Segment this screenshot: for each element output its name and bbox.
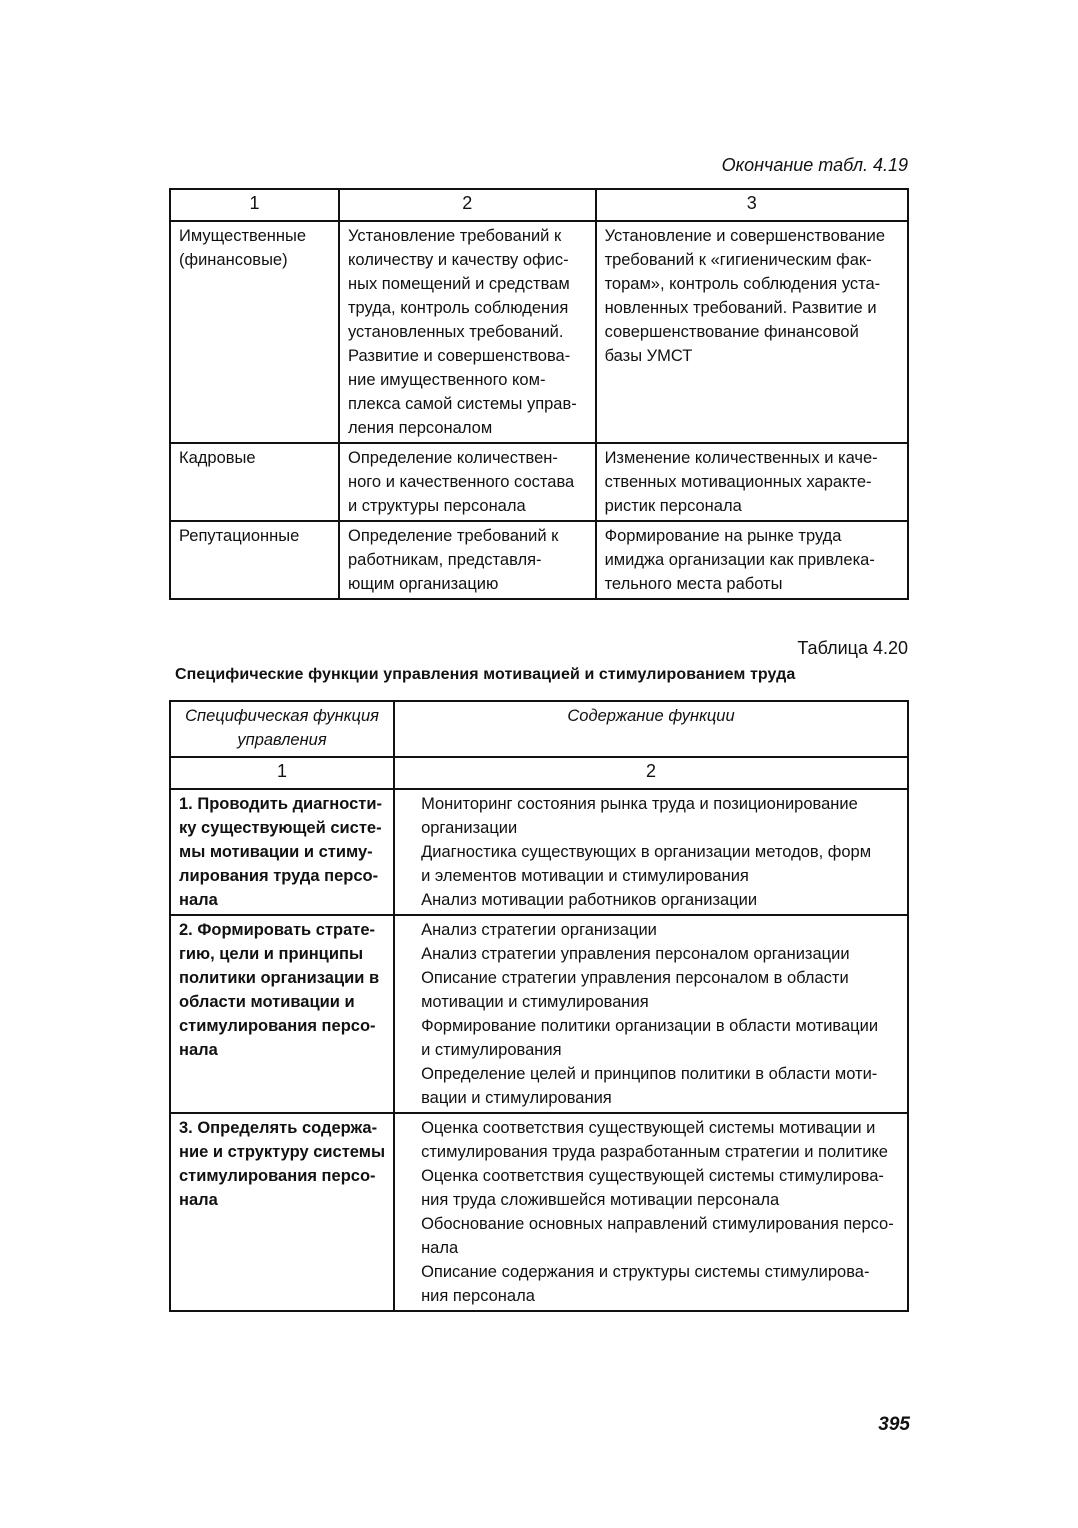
cell-text: новленных требований. Развитие и	[604, 299, 877, 317]
content-cell	[394, 789, 908, 915]
cell-text: базы УМСТ	[604, 347, 693, 365]
cell-text: ных помещений и средствам	[347, 275, 570, 293]
cell-text: совершенствование финансовой	[604, 323, 859, 341]
cell-text: Определение количествен-	[347, 449, 558, 467]
cell-text: ния персонала	[421, 1287, 535, 1305]
cell-text: ления персоналом	[347, 419, 493, 437]
cell-text: Развитие и совершенствова-	[347, 347, 571, 365]
cell-text: Мониторинг состояния рынка труда и позиционирование	[421, 795, 858, 813]
table-row	[170, 221, 908, 443]
cell-text: Специфическая функция	[185, 707, 379, 725]
col3-cell	[596, 221, 908, 443]
content-cell	[394, 915, 908, 1113]
table-caption-title: Специфические функции управления мотивацией и стимулированием труда	[175, 666, 796, 683]
cell-text: ющим организацию	[347, 575, 499, 593]
table-caption-number: Таблица 4.20	[797, 638, 908, 658]
cell-text: ристик персонала	[604, 497, 742, 515]
column-number: 3	[596, 189, 908, 221]
table-header-numbers	[170, 757, 908, 789]
col3-cell	[596, 521, 908, 599]
column-number: 2	[394, 757, 908, 789]
cell-text: и структуры персонала	[347, 497, 526, 515]
table-row	[170, 521, 908, 599]
cell-text: Установление и совершенствование	[604, 227, 886, 245]
cell-text: торам», контроль соблюдения уста-	[604, 275, 881, 293]
cell-text: имиджа организации как привлека-	[604, 551, 875, 569]
function-cell	[170, 789, 394, 915]
table-row	[170, 443, 908, 521]
cell-text: Кадровые	[179, 449, 256, 467]
cell-text: Анализ стратегии организации	[421, 921, 657, 939]
cell-text: тельного места работы	[604, 575, 783, 593]
cell-text: области мотивации и	[179, 993, 355, 1011]
type-cell	[170, 521, 339, 599]
cell-text: политики организации в	[179, 969, 380, 987]
cell-text: Оценка соответствия существующей системы мотивации и	[421, 1119, 876, 1137]
cell-text: Описание содержания и структуры системы стимулирова-	[421, 1263, 870, 1281]
cell-text: Диагностика существующих в организации методов, форм	[421, 843, 872, 861]
cell-text: ние и структуру системы	[179, 1143, 386, 1161]
table-row	[170, 1113, 908, 1311]
cell-text: работникам, представля-	[347, 551, 542, 569]
cell-text: лирования труда персо-	[179, 867, 379, 885]
cell-text: ние имущественного ком-	[347, 371, 546, 389]
cell-text: плекса самой системы управ-	[347, 395, 577, 413]
col2-cell	[339, 443, 596, 521]
cell-text: нала	[421, 1239, 459, 1257]
function-cell	[170, 915, 394, 1113]
cell-text: Формирование на рынке труда	[604, 527, 842, 545]
cell-text: ния труда сложившейся мотивации персонала	[421, 1191, 780, 1209]
cell-text: 2. Формировать страте-	[179, 921, 376, 939]
cell-text: 1. Проводить диагности-	[179, 795, 382, 813]
cell-text: ного и качественного состава	[347, 473, 575, 491]
type-cell	[170, 443, 339, 521]
column-number: 1	[170, 757, 394, 789]
header-cell-content: Содержание функции	[394, 701, 908, 757]
cell-text: Изменение количественных и каче-	[604, 449, 878, 467]
table-header-numbers	[170, 189, 908, 221]
table-4-19-end	[169, 188, 909, 600]
table-row	[170, 789, 908, 915]
column-number: 1	[170, 189, 339, 221]
cell-text: Определение целей и принципов политики в области моти-	[421, 1065, 878, 1083]
continuation-label: Окончание табл. 4.19	[721, 155, 908, 175]
cell-text: (финансовые)	[179, 251, 288, 269]
cell-text: нала	[179, 1041, 218, 1059]
cell-text: гию, цели и принципы	[179, 945, 364, 963]
cell-text: 3. Определять содержа-	[179, 1119, 378, 1137]
cell-text: и элементов мотивации и стимулирования	[421, 867, 749, 885]
col2-cell	[339, 221, 596, 443]
page-number: 395	[878, 1414, 910, 1435]
cell-text: установленных требований.	[347, 323, 564, 341]
cell-text: Обоснование основных направлений стимулирования персо-	[421, 1215, 894, 1233]
header-cell-function	[170, 701, 394, 757]
col2-cell	[339, 521, 596, 599]
cell-text: нала	[179, 1191, 218, 1209]
col3-cell	[596, 443, 908, 521]
cell-text: требований к «гигиеническим фак-	[604, 251, 872, 269]
table-header	[170, 701, 908, 757]
cell-text: стимулирования персо-	[179, 1167, 376, 1185]
function-cell	[170, 1113, 394, 1311]
cell-text: Репутационные	[179, 527, 300, 545]
cell-text: нала	[179, 891, 218, 909]
cell-text: Описание стратегии управления персоналом в области	[421, 969, 849, 987]
type-cell	[170, 221, 339, 443]
cell-text: Оценка соответствия существующей системы стимулирова-	[421, 1167, 884, 1185]
cell-text: организации	[421, 819, 518, 837]
cell-text: ку существующей систе-	[179, 819, 382, 837]
cell-text: мотивации и стимулирования	[421, 993, 649, 1011]
cell-text: Установление требований к	[347, 227, 562, 245]
cell-text: и стимулирования	[421, 1041, 562, 1059]
cell-text: количеству и качеству офис-	[347, 251, 569, 269]
cell-text: мы мотивации и стиму-	[179, 843, 373, 861]
cell-text: управления	[237, 731, 327, 749]
cell-text: Формирование политики организации в области мотивации	[421, 1017, 879, 1035]
cell-text: вации и стимулирования	[421, 1089, 612, 1107]
cell-text: Анализ мотивации работников организации	[421, 891, 758, 909]
cell-text: Анализ стратегии управления персоналом организации	[421, 945, 850, 963]
cell-text: Имущественные	[179, 227, 307, 245]
column-number: 2	[339, 189, 596, 221]
table-4-20	[169, 700, 909, 1312]
content-cell	[394, 1113, 908, 1311]
cell-text: труда, контроль соблюдения	[347, 299, 569, 317]
cell-text: ственных мотивационных характе-	[604, 473, 872, 491]
cell-text: Определение требований к	[347, 527, 559, 545]
cell-text: стимулирования персо-	[179, 1017, 376, 1035]
table-row	[170, 915, 908, 1113]
cell-text: стимулирования труда разработанным стратегии и политике	[421, 1143, 888, 1161]
